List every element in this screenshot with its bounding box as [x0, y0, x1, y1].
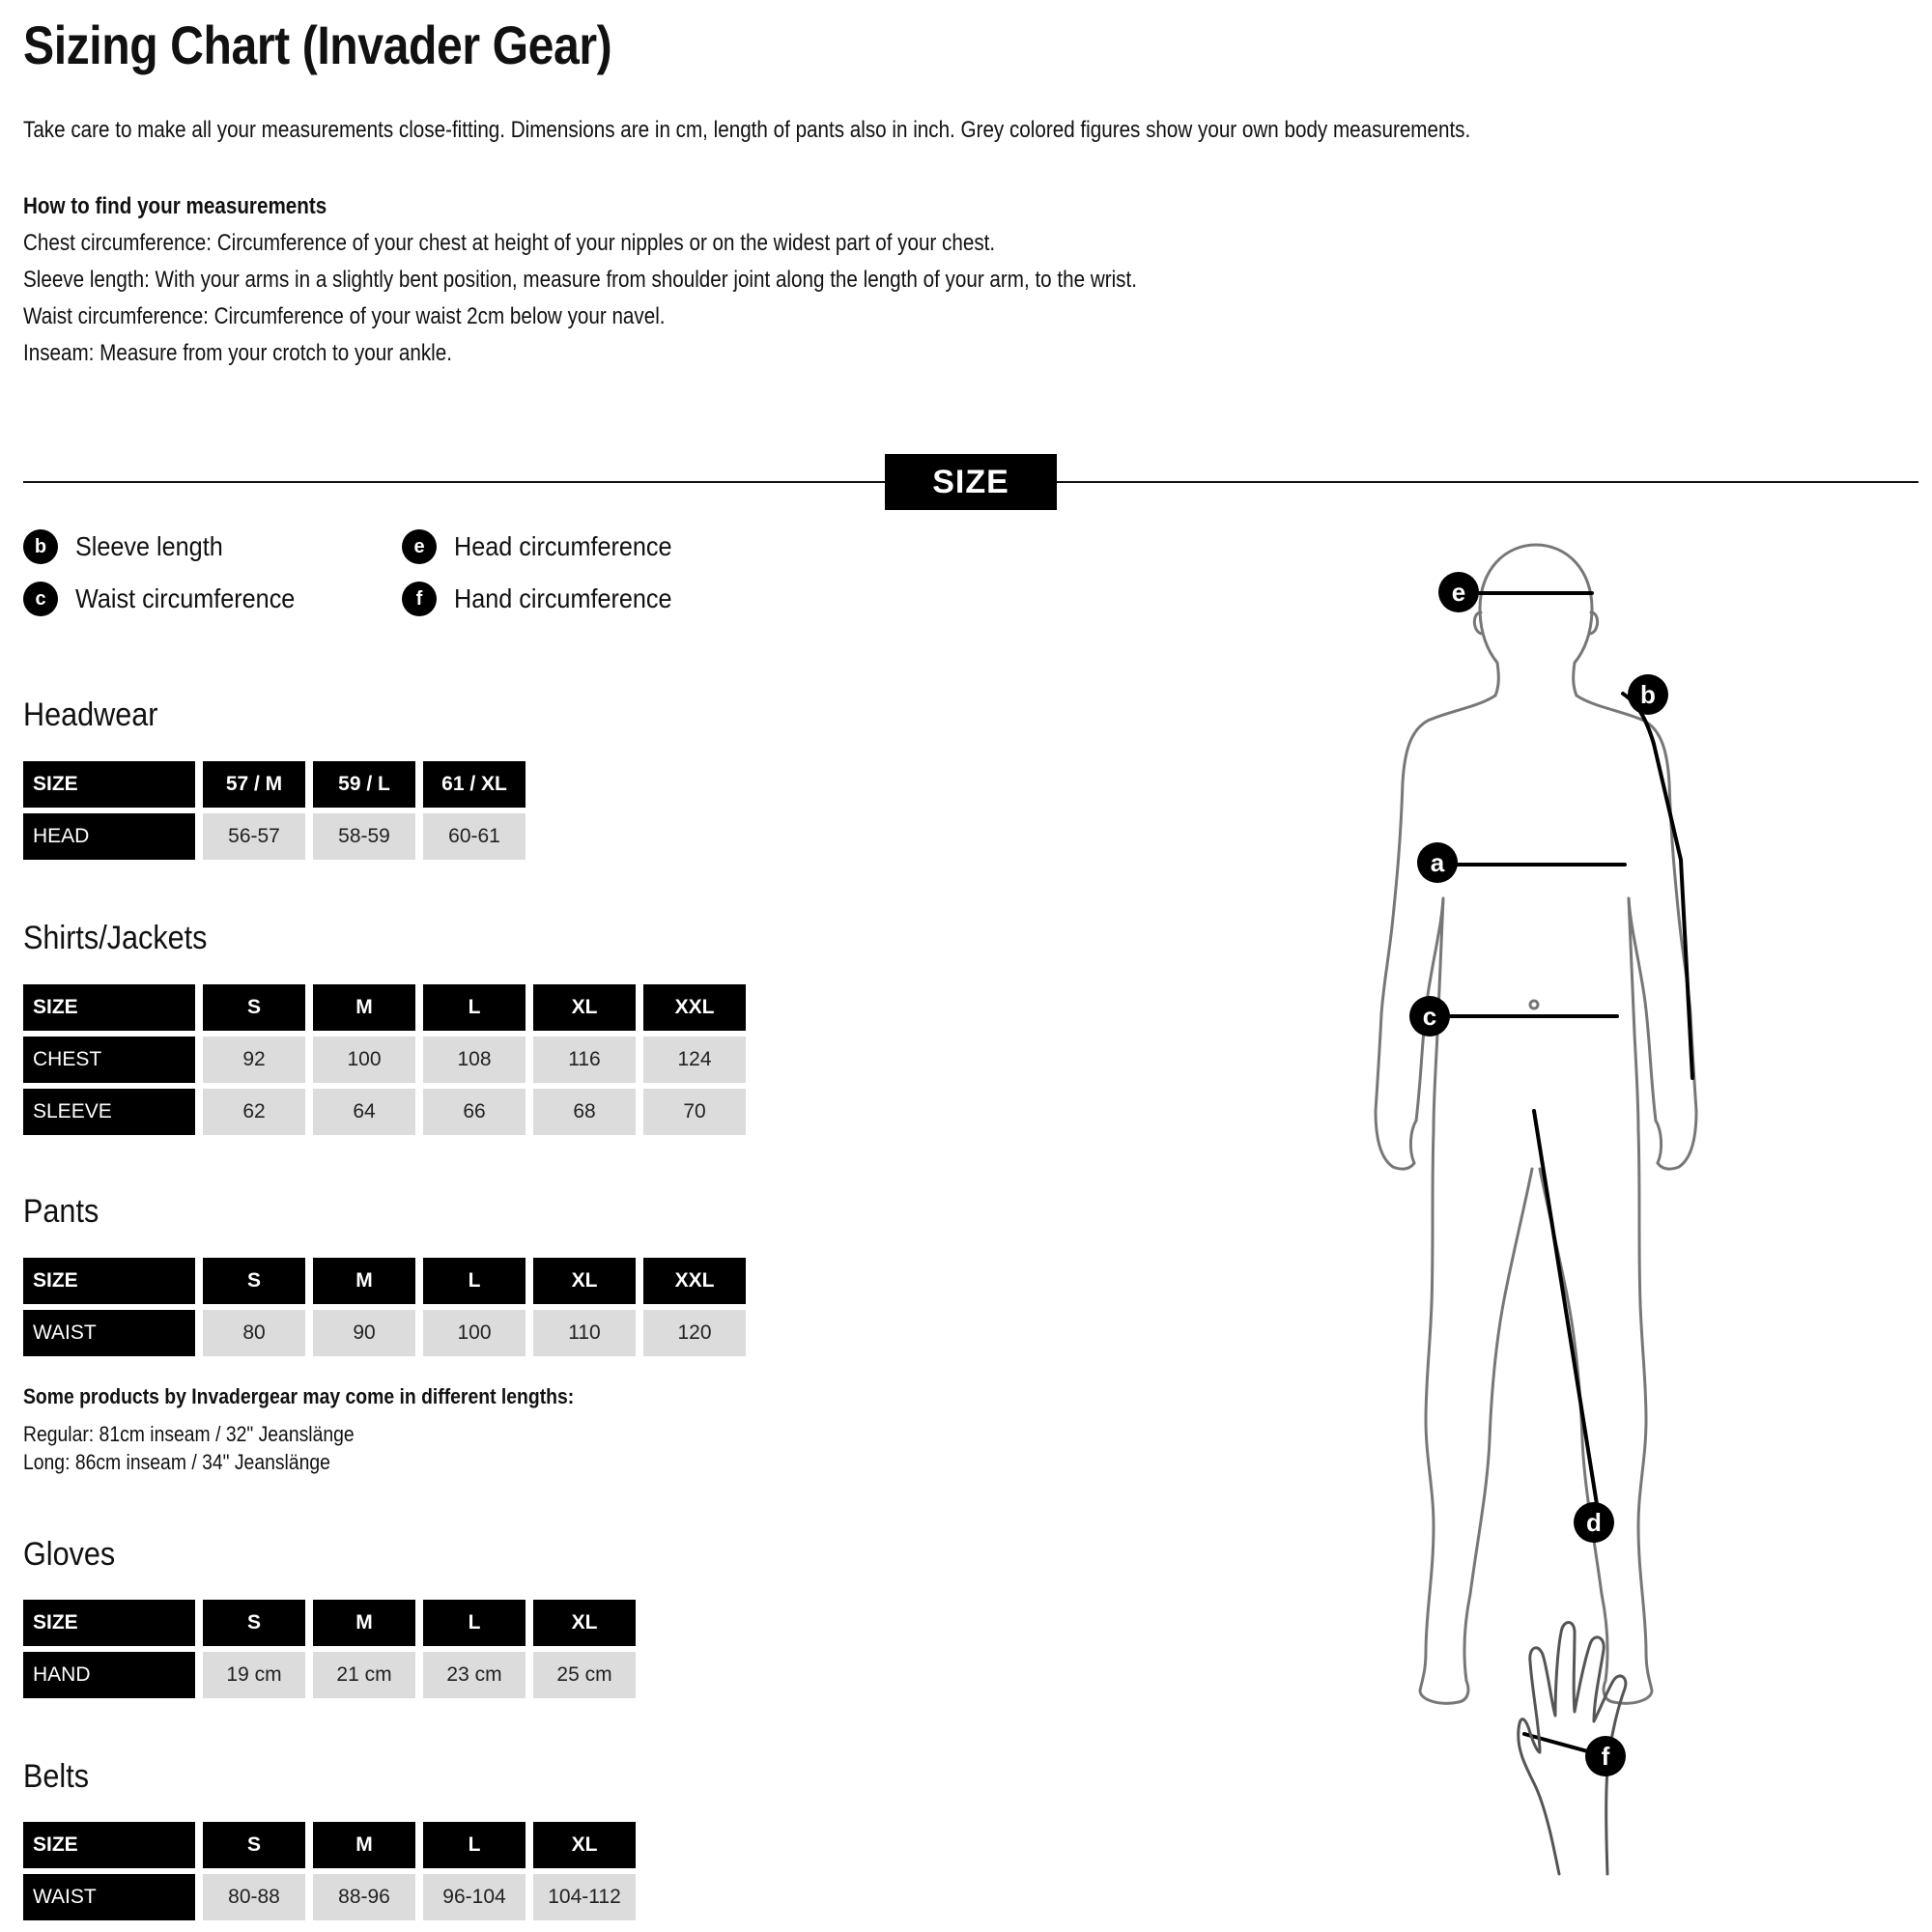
row-label: CHEST — [23, 1037, 195, 1083]
legend-label: Waist circumference — [75, 583, 296, 613]
header-cell: XXL — [643, 1258, 746, 1304]
howto-title: How to find your measurements — [23, 193, 327, 219]
header-cell: SIZE — [23, 761, 195, 808]
header-cell: 57 / M — [203, 761, 305, 808]
table-header-row — [23, 984, 753, 1031]
table-header-row — [23, 761, 533, 808]
howto-line-inseam: Inseam: Measure from your crotch to your ankle. — [23, 340, 452, 366]
value-cell: 68 — [533, 1089, 636, 1135]
howto-block — [23, 188, 1137, 372]
header-cell: L — [423, 1822, 526, 1868]
body-measurement-figure — [1333, 531, 1739, 1884]
section-title-belts: Belts — [23, 1758, 90, 1795]
marker-e-icon: e — [402, 529, 437, 564]
value-cell: 60-61 — [423, 813, 526, 860]
value-cell: 104-112 — [533, 1874, 636, 1920]
svg-text:d: d — [1586, 1508, 1602, 1537]
pants-note-long: Long: 86cm inseam / 34" Jeanslänge — [23, 1450, 330, 1474]
intro-text: Take care to make all your measurements close-fitting. Dimensions are in cm, length of pants also in inch. Grey colored figures show your own body measurements. — [23, 117, 1471, 143]
value-cell: 100 — [423, 1310, 526, 1356]
header-cell: SIZE — [23, 984, 195, 1031]
marker-f — [1585, 1736, 1626, 1776]
svg-text:c: c — [1422, 1002, 1437, 1031]
value-cell: 70 — [643, 1089, 746, 1135]
value-cell: 90 — [313, 1310, 415, 1356]
row-label: SLEEVE — [23, 1089, 195, 1135]
header-cell: 59 / L — [313, 761, 415, 808]
header-cell: 61 / XL — [423, 761, 526, 808]
legend-item-sleeve — [23, 529, 240, 564]
howto-line-sleeve: Sleeve length: With your arms in a slightly bent position, measure from shoulder joint along the length of your arm, to the wrist. — [23, 267, 1137, 293]
legend-label: Hand circumference — [454, 583, 672, 613]
legend-item-hand — [402, 582, 696, 616]
header-cell: S — [203, 1600, 305, 1646]
value-cell: 66 — [423, 1089, 526, 1135]
header-cell: XL — [533, 984, 636, 1031]
howto-line-chest: Chest circumference: Circumference of your chest at height of your nipples or on the widest part of your chest. — [23, 230, 996, 256]
value-cell: 25 cm — [533, 1652, 636, 1698]
table-header-row — [23, 1600, 643, 1646]
svg-text:a: a — [1430, 848, 1445, 877]
howto-line-waist: Waist circumference: Circumference of your waist 2cm below your navel. — [23, 303, 666, 329]
pants-table — [23, 1258, 753, 1362]
pants-note-title: Some products by Invadergear may come in different lengths: — [23, 1384, 575, 1408]
pants-length-note — [23, 1382, 574, 1476]
gloves-table — [23, 1600, 643, 1704]
table-header-row — [23, 1822, 643, 1868]
value-cell: 100 — [313, 1037, 415, 1083]
section-title-gloves: Gloves — [23, 1536, 116, 1573]
header-cell: S — [203, 1822, 305, 1868]
value-cell: 96-104 — [423, 1874, 526, 1920]
header-cell: XL — [533, 1600, 636, 1646]
value-cell: 58-59 — [313, 813, 415, 860]
value-cell: 80-88 — [203, 1874, 305, 1920]
header-cell: M — [313, 1600, 415, 1646]
table-header-row — [23, 1258, 753, 1304]
header-cell: XXL — [643, 984, 746, 1031]
marker-c-icon: c — [23, 582, 58, 616]
marker-c — [1409, 996, 1450, 1037]
header-cell: SIZE — [23, 1258, 195, 1304]
table-row — [23, 1310, 753, 1356]
header-cell: M — [313, 1822, 415, 1868]
value-cell: 110 — [533, 1310, 636, 1356]
marker-e — [1438, 572, 1479, 612]
svg-text:b: b — [1640, 680, 1656, 709]
header-cell: L — [423, 1258, 526, 1304]
header-cell: XL — [533, 1258, 636, 1304]
section-title-shirts: Shirts/Jackets — [23, 920, 208, 956]
value-cell: 80 — [203, 1310, 305, 1356]
value-cell: 116 — [533, 1037, 636, 1083]
marker-b — [1628, 674, 1668, 715]
value-cell: 108 — [423, 1037, 526, 1083]
header-cell: SIZE — [23, 1600, 195, 1646]
header-cell: XL — [533, 1822, 636, 1868]
table-row — [23, 1037, 753, 1083]
row-label: HAND — [23, 1652, 195, 1698]
svg-text:f: f — [1601, 1742, 1610, 1771]
value-cell: 92 — [203, 1037, 305, 1083]
headwear-table — [23, 761, 533, 866]
belts-table — [23, 1822, 643, 1926]
section-title-headwear: Headwear — [23, 696, 158, 733]
value-cell: 124 — [643, 1037, 746, 1083]
legend-label: Sleeve length — [75, 531, 223, 561]
header-cell: SIZE — [23, 1822, 195, 1868]
table-row — [23, 1089, 753, 1135]
page-title: Sizing Chart (Invader Gear) — [23, 14, 612, 75]
svg-text:e: e — [1451, 578, 1466, 607]
legend-item-waist — [23, 582, 320, 616]
marker-a — [1417, 842, 1458, 883]
legend-label: Head circumference — [454, 531, 672, 561]
header-cell: S — [203, 1258, 305, 1304]
header-cell: M — [313, 984, 415, 1031]
section-title-pants: Pants — [23, 1193, 99, 1230]
value-cell: 21 cm — [313, 1652, 415, 1698]
table-row — [23, 813, 533, 860]
value-cell: 120 — [643, 1310, 746, 1356]
value-cell: 23 cm — [423, 1652, 526, 1698]
pants-note-regular: Regular: 81cm inseam / 32" Jeanslänge — [23, 1422, 355, 1446]
value-cell: 62 — [203, 1089, 305, 1135]
legend-item-head — [402, 529, 696, 564]
shirts-table — [23, 984, 753, 1141]
value-cell: 56-57 — [203, 813, 305, 860]
row-label: WAIST — [23, 1874, 195, 1920]
header-cell: L — [423, 984, 526, 1031]
size-banner: SIZE — [885, 454, 1057, 510]
marker-d — [1574, 1502, 1614, 1543]
value-cell: 88-96 — [313, 1874, 415, 1920]
row-label: WAIST — [23, 1310, 195, 1356]
header-cell: L — [423, 1600, 526, 1646]
table-row — [23, 1874, 643, 1920]
marker-b-icon: b — [23, 529, 58, 564]
value-cell: 64 — [313, 1089, 415, 1135]
header-cell: M — [313, 1258, 415, 1304]
header-cell: S — [203, 984, 305, 1031]
row-label: HEAD — [23, 813, 195, 860]
marker-f-icon: f — [402, 582, 437, 616]
value-cell: 19 cm — [203, 1652, 305, 1698]
table-row — [23, 1652, 643, 1698]
